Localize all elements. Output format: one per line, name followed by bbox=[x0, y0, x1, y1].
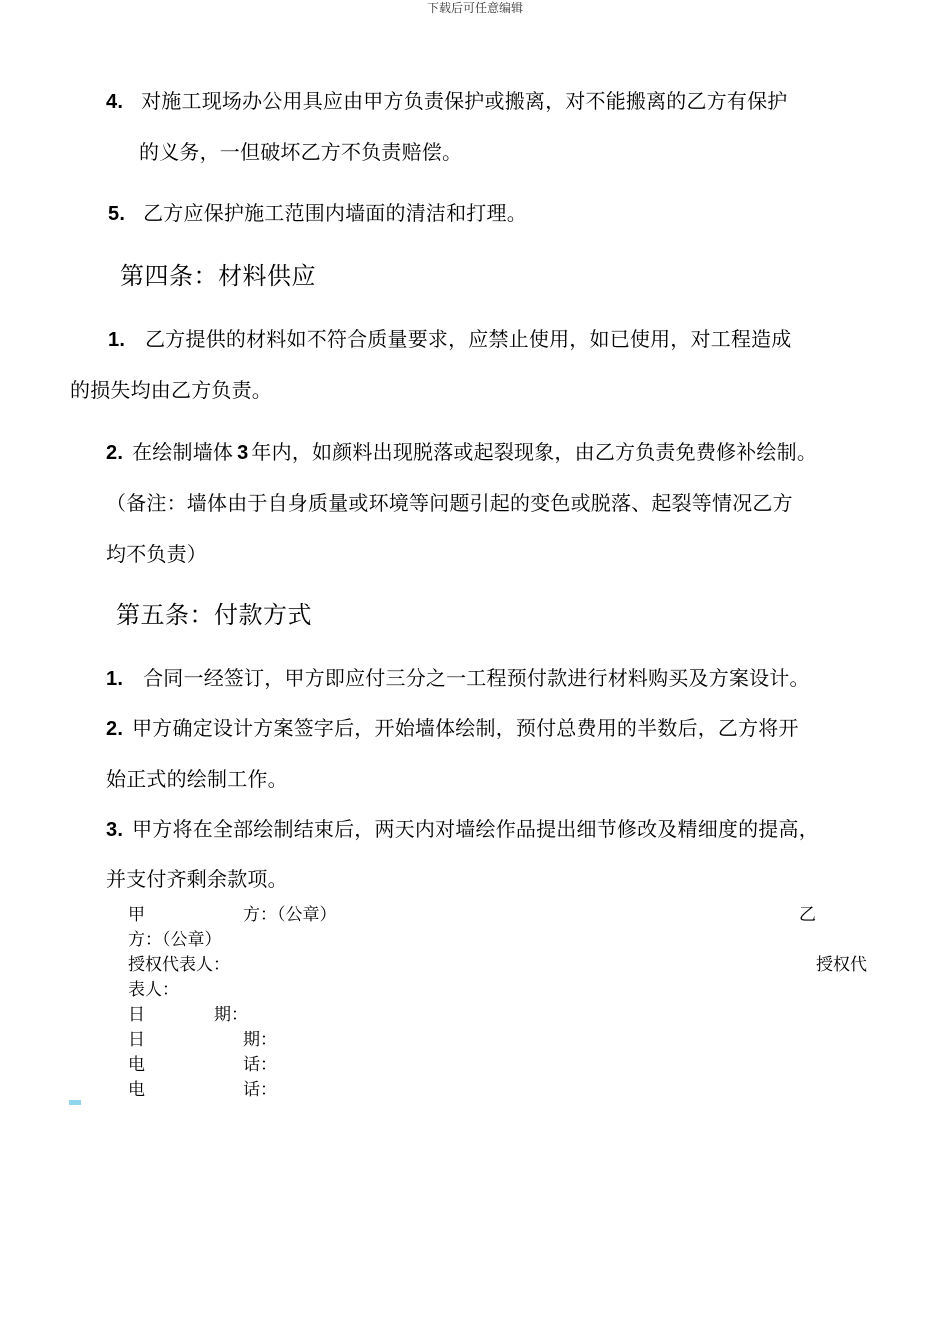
header-note: 下载后可任意编辑 bbox=[426, 1, 523, 15]
years-number: 3 bbox=[237, 442, 249, 464]
item-number: 1. bbox=[108, 329, 126, 351]
date-b-char: 日 bbox=[128, 1030, 145, 1050]
phone-b-char: 电 bbox=[128, 1080, 145, 1100]
date-b-label: 期： bbox=[243, 1030, 277, 1050]
item-text: 在绘制墙体 bbox=[132, 440, 234, 464]
party-a-char: 甲 bbox=[128, 905, 145, 925]
phone-a-char: 电 bbox=[128, 1055, 145, 1075]
representative-b-label-part-1: 授权代 bbox=[816, 955, 867, 975]
party-b-char: 乙 bbox=[799, 905, 816, 925]
representative-a-label: 授权代表人： bbox=[128, 955, 230, 975]
item-text: 对施工现场办公用具应由甲方负责保护或搬离，对不能搬离的乙方有保护 bbox=[141, 89, 788, 113]
item-number: 2. bbox=[106, 442, 124, 464]
item-number: 2. bbox=[106, 718, 124, 740]
representative-b-label-part-2: 表人： bbox=[128, 980, 179, 1000]
date-a-char: 日 bbox=[128, 1005, 145, 1025]
article-5-title: 第五条：付款方式 bbox=[116, 601, 312, 629]
article-5-item-3-line-1 bbox=[106, 817, 819, 842]
article-4-title: 第四条：材料供应 bbox=[120, 262, 316, 290]
item-4-line-1 bbox=[106, 89, 788, 114]
item-5-line-1 bbox=[108, 201, 527, 226]
article-4-item-2-line-3: 均不负责） bbox=[106, 542, 207, 566]
item-number: 3. bbox=[106, 819, 124, 841]
item-number: 5. bbox=[108, 203, 126, 225]
item-text: 年内，如颜料出现脱落或起裂现象，由乙方负责免费修补绘制。 bbox=[251, 440, 818, 464]
item-text: 乙方应保护施工范围内墙面的清洁和打理。 bbox=[143, 201, 527, 225]
article-4-item-1-line-1 bbox=[108, 327, 792, 352]
article-5-item-3-line-2: 并支付齐剩余款项。 bbox=[106, 867, 288, 891]
phone-a-label: 话： bbox=[243, 1055, 277, 1075]
item-4-line-2: 的义务，一但破坏乙方不负责赔偿。 bbox=[139, 140, 463, 164]
item-text: 乙方提供的材料如不符合质量要求，应禁止使用，如已使用，对工程造成 bbox=[145, 327, 792, 351]
item-number: 4. bbox=[106, 91, 124, 113]
article-5-item-2-line-2: 始正式的绘制工作。 bbox=[106, 767, 288, 791]
text-cursor-marker bbox=[69, 1100, 81, 1105]
item-text: 合同一经签订，甲方即应付三分之一工程预付款进行材料购买及方案设计。 bbox=[143, 666, 810, 690]
party-a-label: 方：（公章） bbox=[243, 905, 337, 925]
item-number: 1. bbox=[106, 668, 124, 690]
date-a-label: 期： bbox=[214, 1005, 248, 1025]
article-5-item-1-line-1 bbox=[106, 666, 810, 691]
item-text: 甲方将在全部绘制结束后，两天内对墙绘作品提出细节修改及精细度的提高， bbox=[132, 817, 819, 841]
party-b-label: 方：（公章） bbox=[128, 930, 222, 950]
article-5-item-2-line-1 bbox=[106, 716, 799, 741]
article-4-item-1-line-2: 的损失均由乙方负责。 bbox=[70, 378, 272, 402]
article-4-item-2-line-1 bbox=[106, 440, 817, 465]
phone-b-label: 话： bbox=[243, 1080, 277, 1100]
article-4-item-2-line-2: （备注：墙体由于自身质量或环境等问题引起的变色或脱落、起裂等情况乙方 bbox=[106, 491, 793, 515]
item-text: 甲方确定设计方案签字后，开始墙体绘制，预付总费用的半数后，乙方将开 bbox=[132, 716, 799, 740]
